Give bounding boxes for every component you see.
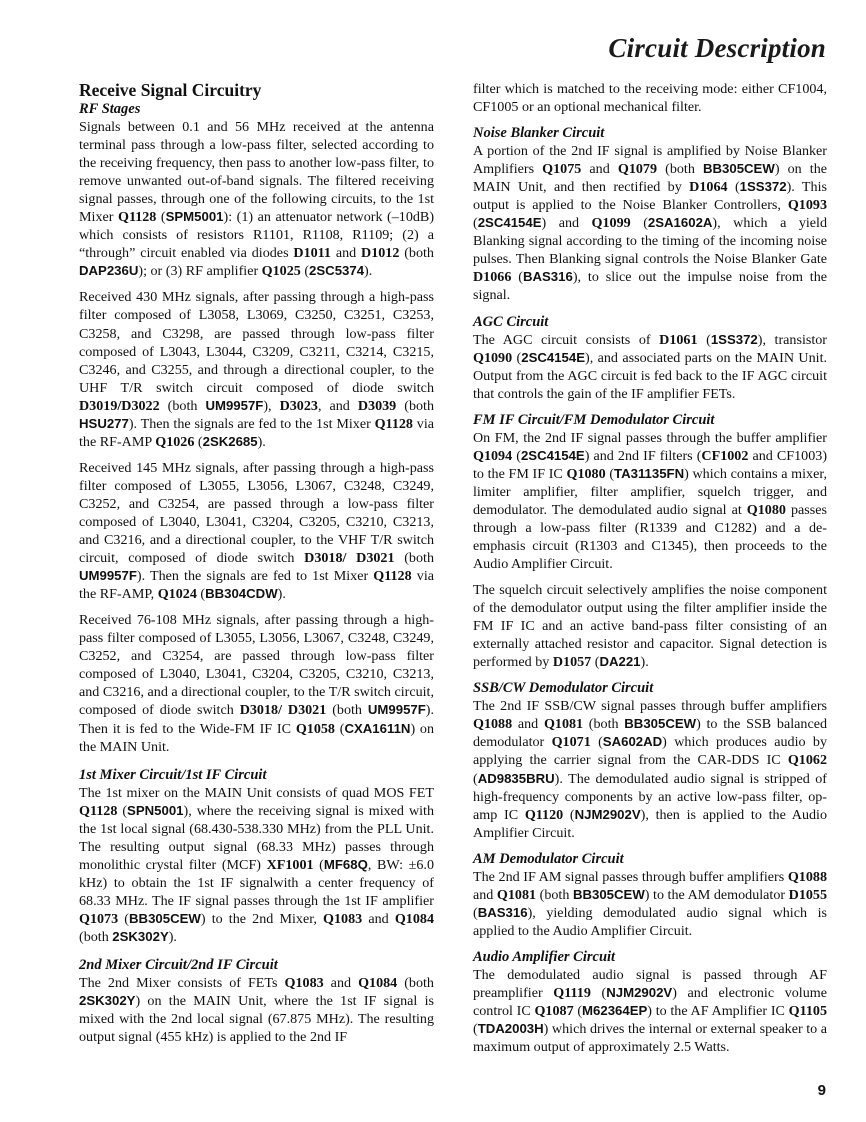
subheading-am-demodulator: AM Demodulator Circuit [473,850,624,867]
paragraph: The squelch circuit selectively amplifies the noise component of the demodulator output using the filter amplifier inside the FM IF IC and an active band-pass filter consisting of an externally attached resistor and capacitor. Signal detection is performed by D1057 (DA221). [473,582,827,671]
paragraph: Signals between 0.1 and 56 MHz received at the antenna terminal pass through a low-pass filter, selected according to the receiving frequency, then pass to another low-pass filter, to remove unwanted out-of-band signals. The filtered receiving signal passes, through one of the following circuits, to the 1st Mixer Q1128 (SPM5001): (1) an attenuator network (–10dB) which consists of resistors R1101, R1108, R1109; (2) a “through” circuit enabled via diodes D1011 and D1012 (both DAP236U); or (3) RF amplifier Q1025 (2SC5374). [79,119,435,280]
subheading-1st-mixer: 1st Mixer Circuit/1st IF Circuit [79,766,267,783]
paragraph: Received 430 MHz signals, after passing through a high-pass filter composed of L3058, L3069, C3250, C3251, C3253, C3258, and C3298, are passed through low-pass filter composed of L3043, L3044, C3209, C3211, C3214, C3215, C3246, and C3255, and through a directional coupler, to the UHF T/R switch circuit composed of diode switch D3019/D3022 (both UM9957F), D3023, and D3039 (both HSU277). Then the signals are fed to the 1st Mixer Q1128 via the RF-AMP Q1026 (2SK2685). [79,289,435,450]
paragraph: The AGC circuit consists of D1061 (1SS372), transistor Q1090 (2SC4154E), and associated parts on the MAIN Unit. Output from the AGC circuit is fed back to the IF AGC circuit that controls the gain of the IF amplifier FETs. [473,331,828,402]
subheading-2nd-mixer: 2nd Mixer Circuit/2nd IF Circuit [79,957,278,974]
paragraph: The 1st mixer on the MAIN Unit consists of quad MOS FET Q1128 (SPN5001), where the receiving signal is mixed with the 1st local signal (68.430-538.330 MHz) from the PLL Unit. The resulting output signal (68.33 MHz) passes through monolithic crystal filter (MCF) XF1001 (MF68Q, BW: ±6.0 kHz) to obtain the 1st IF signalwith a center frequency of 68.33 MHz. The IF signal passes through the 1st IF amplifier Q1073 (BB305CEW) to the 2nd Mixer, Q1083 and Q1084 (both 2SK302Y). [79,784,434,945]
paragraph: The 2nd Mixer consists of FETs Q1083 and Q1084 (both 2SK302Y) on the MAIN Unit, where the 1st IF signal is mixed with the 2nd local signal (67.875 MHz). The resulting output signal (455 kHz) is applied to the 2nd IF [79,975,434,1046]
paragraph: filter which is matched to the receiving mode: either CF1004, CF1005 or an optional mechanical filter. [473,81,827,116]
left-column [79,80,434,1054]
subheading-audio-amplifier: Audio Amplifier Circuit [473,948,616,965]
right-column [473,80,827,1064]
paragraph: On FM, the 2nd IF signal passes through the buffer amplifier Q1094 (2SC4154E) and 2nd IF filters (CF1002 and CF1003) to the FM IF IC Q1080 (TA31135FN) which contains a mixer, limiter amplifier, filter amplifier, squelch trigger, and demodulator. The demodulated audio signal at Q1080 passes through a low-pass filter (R1339 and C1282) and a de-emphasis circuit (R1303 and C1345), then proceeds to the Audio Amplifier Circuit. [473,429,828,573]
subheading-rf-stages: RF Stages [79,101,141,117]
page-header-title: Circuit Description [608,33,826,63]
paragraph: A portion of the 2nd IF signal is amplified by Noise Blanker Amplifiers Q1075 and Q1079 (both BB305CEW) on the MAIN Unit, and then rectified by D1064 (1SS372). This output is applied to the Noise Blanker Controllers, Q1093 (2SC4154E) and Q1099 (2SA1602A), which a yield Blanking signal according to the timing of the incoming noise pulses. Then Blanking signal controls the Noise Blanker Gate D1066 (BAS316), to slice out the impulse noise from the signal. [473,143,828,304]
paragraph: The demodulated audio signal is passed through AF preamplifier Q1119 (NJM2902V) and electronic volume control IC Q1087 (M62364EP) to the AF Amplifier IC Q1105 (TDA2003H) which drives the internal or external speaker to a maximum output of approximately 2.5 Watts. [473,966,828,1056]
paragraph: The 2nd IF SSB/CW signal passes through buffer amplifiers Q1088 and Q1081 (both BB305CEW) to the SSB balanced demodulator Q1071 (SA602AD) which produces audio by applying the carrier signal from the CAR-DDS IC Q1062 (AD9835BRU). The demodulated audio signal is stripped of high-frequency components by an active low-pass filter, op-amp IC Q1120 (NJM2902V), then is applied to the Audio Amplifier Circuit. [473,698,828,841]
page-number: 9 [817,1082,826,1099]
subheading-ssb-cw: SSB/CW Demodulator Circuit [473,680,654,697]
section-title: Receive Signal Circuitry [79,80,262,100]
subheading-fm-if: FM IF Circuit/FM Demodulator Circuit [473,411,715,428]
paragraph: Received 145 MHz signals, after passing through a high-pass filter composed of L3055, L3056, L3067, C3248, C3249, C3252, and C3254, are passed through a low-pass filter composed of L3040, L3041, C3204, C3205, C3210, C3213, and C3216, and a directional coupler, to the VHF T/R switch circuit, composed of diode switch D3018/ D3021 (both UM9957F). Then the signals are fed to 1st Mixer Q1128 via the RF-AMP, Q1024 (BB304CDW). [79,459,434,603]
subheading-noise-blanker: Noise Blanker Circuit [473,125,605,142]
paragraph: The 2nd IF AM signal passes through buffer amplifiers Q1088 and Q1081 (both BB305CEW) to the AM demodulator D1055 (BAS316), yielding demodulated audio signal which is applied to the Audio Amplifier Circuit. [473,868,828,939]
subheading-agc: AGC Circuit [473,313,549,330]
paragraph: Received 76-108 MHz signals, after passing through a high-pass filter composed of L3055, L3056, L3067, C3248, C3249, C3252, and C3254, are passed through low-pass filter composed of L3040, L3041, C3204, C3205, C3210, C3213, and C3216, and a directional coupler, to the T/R switch circuit, composed of diode switch D3018/ D3021 (both UM9957F). Then it is fed to the Wide-FM IF IC Q1058 (CXA1611N) on the MAIN Unit. [79,612,435,755]
